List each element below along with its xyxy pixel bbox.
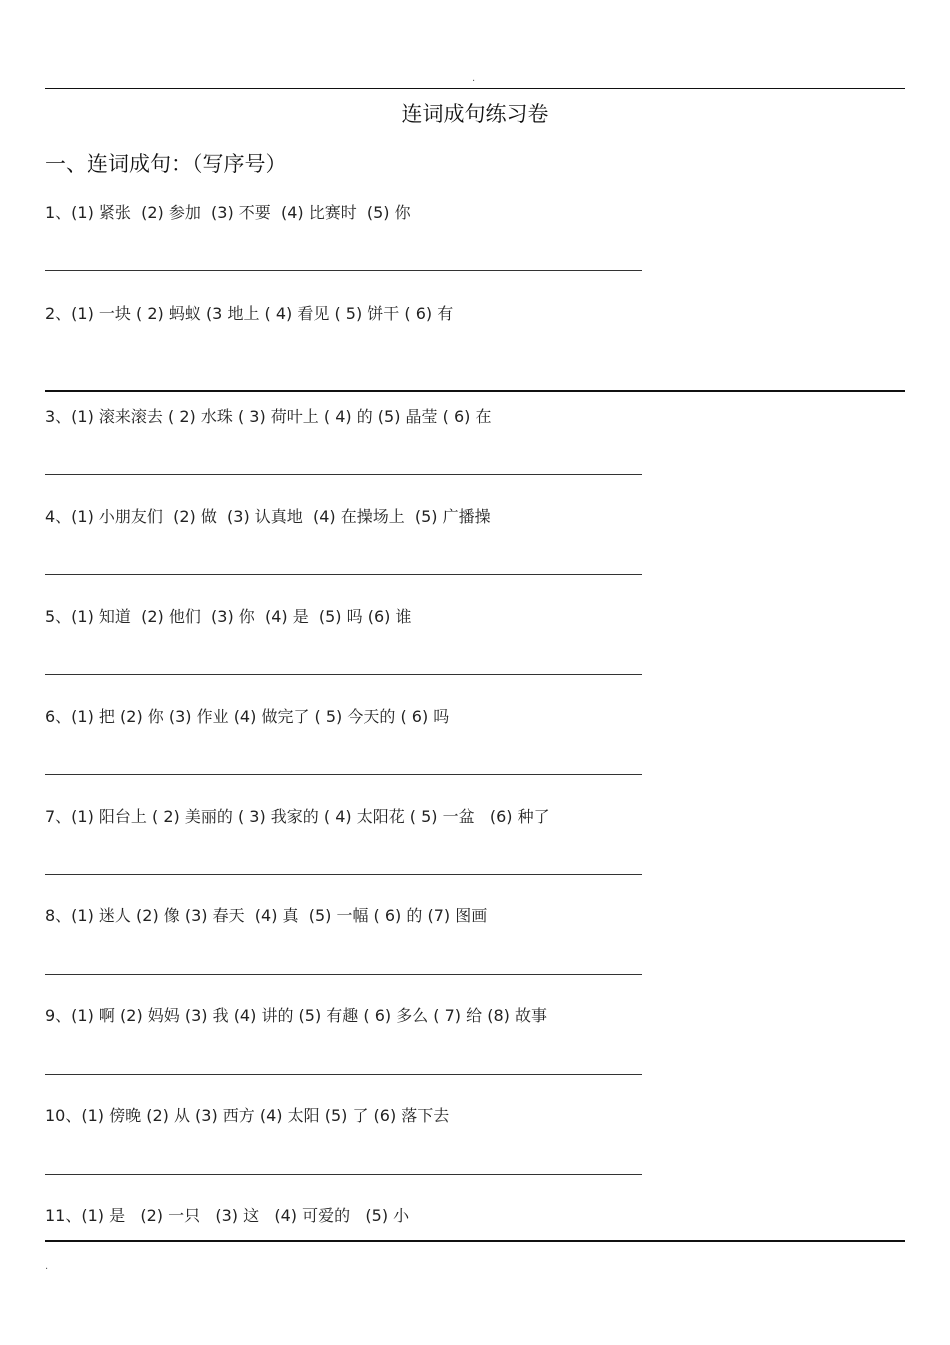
answer-line-3[interactable]: [45, 474, 642, 475]
question-10: 10、(1) 傍晚 (2) 从 (3) 西方 (4) 太阳 (5) 了 (6) 落下去: [45, 1106, 450, 1125]
page-title: 连词成句练习卷: [401, 102, 549, 126]
question-8: 8、(1) 迷人 (2) 像 (3) 春天 (4) 真 (5) 一幅 ( 6) 的 (7) 图画: [45, 906, 488, 925]
answer-line-7[interactable]: [45, 874, 642, 875]
section-heading: 一、连词成句：（写序号）: [45, 152, 287, 176]
question-5: 5、(1) 知道 (2) 他们 (3) 你 (4) 是 (5) 吗 (6) 谁: [45, 607, 412, 626]
answer-line-4[interactable]: [45, 574, 642, 575]
question-2: 2、(1) 一块 ( 2) 蚂蚁 (3 地上 ( 4) 看见 ( 5) 饼干 ( 6) 有: [45, 304, 454, 323]
top-rule: [45, 88, 905, 89]
question-7: 7、(1) 阳台上 ( 2) 美丽的 ( 3) 我家的 ( 4) 太阳花 ( 5) 一盆 (6) 种了: [45, 807, 550, 826]
answer-line-6[interactable]: [45, 774, 642, 775]
footer-dot: .: [45, 1261, 49, 1272]
answer-line-10[interactable]: [45, 1174, 642, 1175]
question-4: 4、(1) 小朋友们 (2) 做 (3) 认真地 (4) 在操场上 (5) 广播操: [45, 507, 491, 526]
page-break-rule: [45, 390, 905, 392]
bottom-rule: [45, 1240, 905, 1242]
question-6: 6、(1) 把 (2) 你 (3) 作业 (4) 做完了 ( 5) 今天的 ( 6) 吗: [45, 707, 450, 726]
answer-line-1[interactable]: [45, 270, 642, 271]
answer-line-8[interactable]: [45, 974, 642, 975]
question-3: 3、(1) 滚来滚去 ( 2) 水珠 ( 3) 荷叶上 ( 4) 的 (5) 晶莹 ( 6) 在: [45, 407, 492, 426]
question-11: 11、(1) 是 (2) 一只 (3) 这 (4) 可爱的 (5) 小: [45, 1206, 410, 1225]
answer-line-9[interactable]: [45, 1074, 642, 1075]
question-1: 1、(1) 紧张 (2) 参加 (3) 不要 (4) 比赛时 (5) 你: [45, 203, 411, 222]
question-9: 9、(1) 啊 (2) 妈妈 (3) 我 (4) 讲的 (5) 有趣 ( 6) 多么 ( 7) 给 (8) 故事: [45, 1006, 547, 1025]
answer-line-5[interactable]: [45, 674, 642, 675]
header-dot: .: [472, 73, 476, 84]
